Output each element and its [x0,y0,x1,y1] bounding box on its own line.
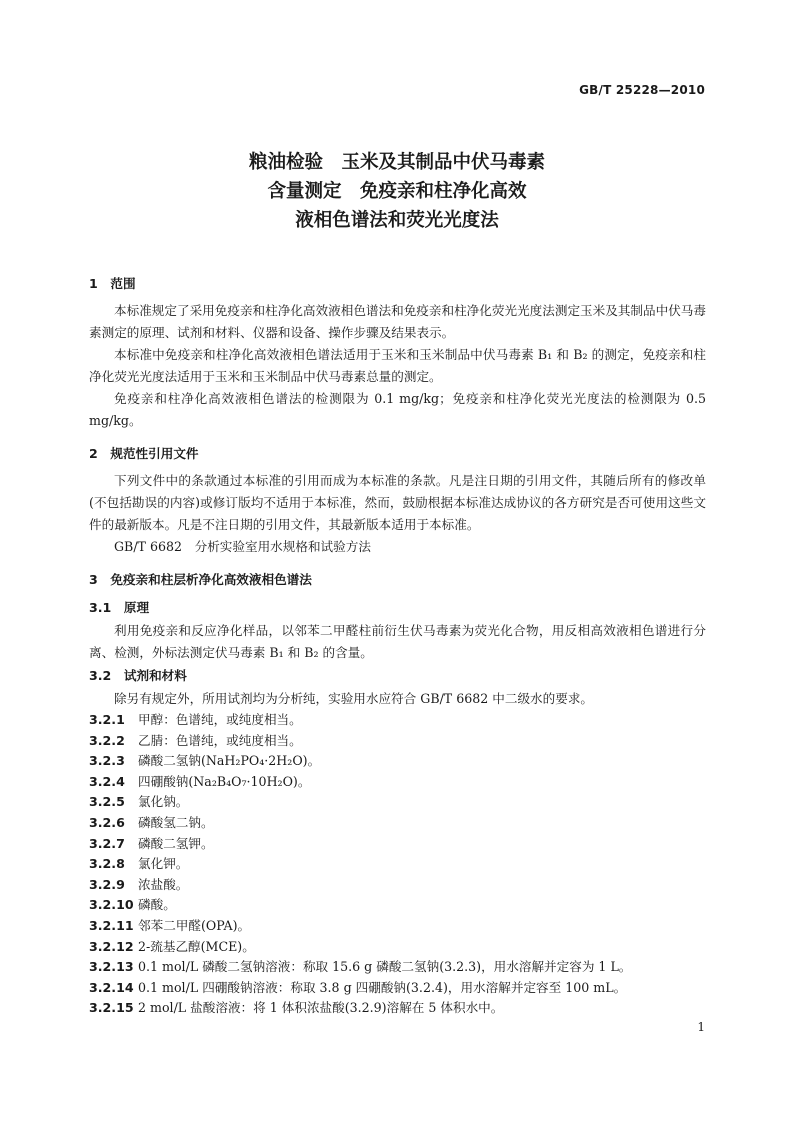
list-item: 3.2.9 浓盐酸。 [89,876,189,892]
list-item: 3.2.13 0.1 mol/L 磷酸二氢钠溶液：称取 15.6 g 磷酸二氢钠(3.2.3)，用水溶解并定容为 1 L。 [89,959,632,975]
list-item: 3.2.7 磷酸二氢钾。 [89,835,214,851]
section-1-heading: 1 范围 [89,276,136,291]
list-item: 3.2.3 磷酸二氢钠(NaH₂PO₄·2H₂O)。 [89,753,321,769]
section-3-2-heading: 3.2 试剂和材料 [89,668,187,683]
scope-paragraph-2: 本标准中免疫亲和柱净化高效液相色谱法适用于玉米和玉米制品中伏马毒素 B₁ 和 B₂ 的测定，免疫亲和柱净化荧光光度法适用于玉米和玉米制品中伏马毒素总量的测定。 [89,347,706,384]
list-item: 3.2.5 氯化钠。 [89,794,189,810]
title-line-2: 含量测定 免疫亲和柱净化高效 [267,181,527,202]
list-item: 3.2.2 乙腈：色谱纯，或纯度相当。 [89,732,302,748]
scope-paragraph-3: 免疫亲和柱净化高效液相色谱法的检测限为 0.1 mg/kg；免疫亲和柱净化荧光光度法的检测限为 0.5 mg/kg。 [89,391,706,428]
list-item: 3.2.14 0.1 mol/L 四硼酸钠溶液：称取 3.8 g 四硼酸钠(3.2.4)，用水溶解并定容至 100 mL。 [89,979,627,995]
list-item: 3.2.15 2 mol/L 盐酸溶液：将 1 体积浓盐酸(3.2.9)溶解在 5 体积水中。 [89,1000,504,1016]
list-item: 3.2.12 2-巯基乙醇(MCE)。 [89,938,255,954]
list-item: 3.2.4 四硼酸钠(Na₂B₄O₇·10H₂O)。 [89,773,311,789]
section-2-heading: 2 规范性引用文件 [89,446,199,461]
list-item: 3.2.6 磷酸氢二钠。 [89,814,214,830]
reagent-list [89,710,706,1019]
standard-number: GB/T 25228—2010 [579,83,705,97]
section-3-heading: 3 免疫亲和柱层析净化高效液相色谱法 [89,572,312,587]
page-number: 1 [697,1020,705,1034]
list-item: 3.2.8 氯化钾。 [89,856,189,872]
title-line-3: 液相色谱法和荧光光度法 [295,210,499,231]
list-item: 3.2.11 邻苯二甲醛(OPA)。 [89,917,251,933]
list-item: 3.2.1 甲醇：色谱纯，或纯度相当。 [89,712,302,727]
title-line-1: 粮油检验 玉米及其制品中伏马毒素 [248,152,545,173]
principle-paragraph: 利用免疫亲和反应净化样品，以邻苯二甲醛柱前衍生伏马毒素为荧光化合物，用反相高效液相色谱进行分离、检测，外标法测定伏马毒素 B₁ 和 B₂ 的含量。 [89,623,706,660]
section-3-1-heading: 3.1 原理 [89,600,150,615]
scope-paragraph-1: 本标准规定了采用免疫亲和柱净化高效液相色谱法和免疫亲和柱净化荧光光度法测定玉米及其制品中伏马毒素测定的原理、试剂和材料、仪器和设备、操作步骤及结果表示。 [89,303,706,340]
reference-gbt6682: GB/T 6682 分析实验室用水规格和试验方法 [114,539,371,554]
references-paragraph: 下列文件中的条款通过本标准的引用而成为本标准的条款。凡是注日期的引用文件，其随后所有的修改单(不包括勘误的内容)或修订版均不适用于本标准，然而，鼓励根据本标准达成协议的各方研究是否可使用这些文件的最新版本。凡是不注日期的引用文件，其最新版本适用于本标准。 [89,473,706,532]
reagents-intro: 除另有规定外，所用试剂均为分析纯，实验用水应符合 GB/T 6682 中二级水的要求。 [114,691,594,706]
list-item: 3.2.10 磷酸。 [89,897,176,913]
document-title [0,148,794,235]
document-body [89,272,706,1019]
